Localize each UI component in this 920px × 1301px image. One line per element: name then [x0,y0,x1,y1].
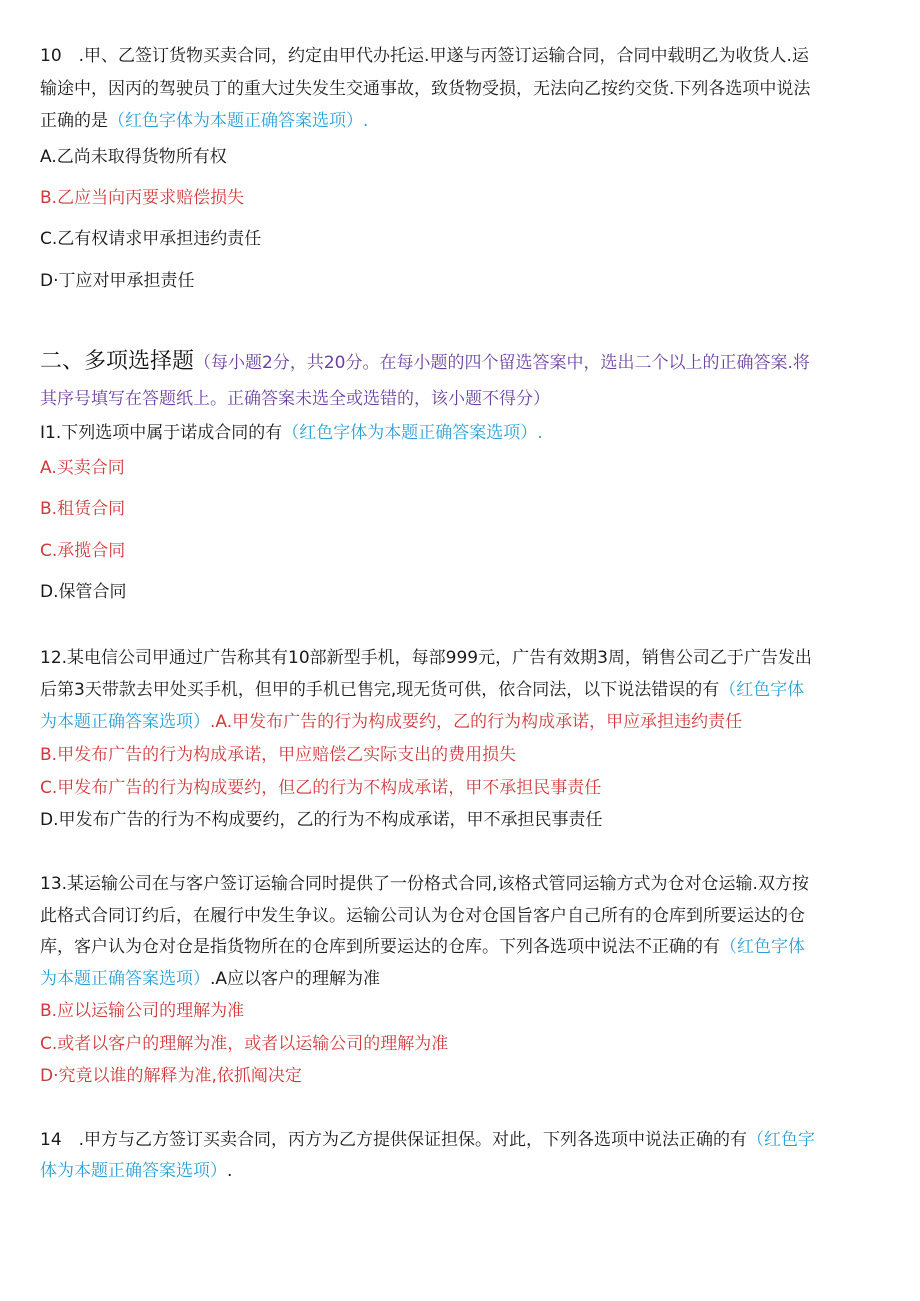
q10-stem-line-2: 输途中，因丙的驾驶员丁的重大过失发生交通事故，致货物受损，无法向乙按约交货.下列各选项中说法 [40,79,811,99]
q12-answer-hint-1: （红色字体 [719,680,805,700]
q10-stem-line-3 [40,109,368,133]
q11-stem [40,421,543,445]
q13-stem-line-1: 13.某运输公司在与客户签订运输合同时提供了一份格式合同,该格式管同运输方式为仓对仓运输.双方按 [40,874,809,894]
section2-note-line-1: （每小题2分，共20分。在每小题的四个留选答案中，选出二个以上的正确答案.将 [194,353,810,373]
q12-option-c: C.甲发布广告的行为构成要约，但乙的行为不构成承诺，甲不承担民事责任 [40,778,602,798]
q11-option-a: A.买卖合同 [40,458,125,478]
q10-answer-hint: （红色字体为本题正确答案选项）. [108,111,369,131]
q13-option-c: C.或者以客户的理解为准，或者以运输公司的理解为准 [40,1034,449,1054]
q14-stem-tail: . [227,1161,233,1181]
q14-stem-line-1 [40,1128,815,1152]
section2-title: 二、多项选择题 [40,349,195,374]
q12-stem-text: 后第3天带款去甲处买手机，但甲的手机已售完,现无货可供，依合同法，以下说法错误的有 [40,680,720,700]
q11-option-c: C.承揽合同 [40,541,126,561]
q13-answer-hint-2: 为本题正确答案选项） [40,969,210,989]
q14-answer-hint-2: 体为本题正确答案选项） [40,1161,227,1181]
q11-answer-hint: （红色字体为本题正确答案选项）. [282,423,543,443]
q11-option-b: B.租赁合同 [40,499,126,519]
q12-option-b: B.甲发布广告的行为构成承诺，甲应赔偿乙实际支出的费用损失 [40,745,517,765]
q10-option-b: B.乙应当向丙要求赔偿损失 [40,188,245,208]
q13-option-b: B.应以运输公司的理解为准 [40,1001,245,1021]
q13-option-d: D·究竟以谁的解释为准,依抓阄决定 [40,1066,302,1086]
q12-option-a: .A.甲发布广告的行为构成要约，乙的行为构成承诺，甲应承担违约责任 [210,712,743,732]
q10-stem-text: 正确的是 [40,111,108,131]
q13-stem-line-3 [40,935,805,959]
q10-option-d: D·丁应对甲承担责任 [40,271,195,291]
q12-stem-line-2 [40,678,804,702]
q14-answer-hint-1: （红色字 [747,1130,816,1150]
section2-note-line-2: 其序号填写在答题纸上。正确答案未选全或选错的，该小题不得分） [40,389,550,409]
q13-stem-line-4 [40,967,380,991]
q10-option-c: C.乙有权请求甲承担违约责任 [40,229,262,249]
q10-stem-line-1: 10 .甲、乙签订货物买卖合同，约定由甲代办托运.甲遂与丙签订运输合同，合同中载明乙为收货人.运 [40,46,809,66]
q12-option-d: D.甲发布广告的行为不构成要约，乙的行为不构成承诺，甲不承担民事责任 [40,810,603,830]
q13-stem-text: 库，客户认为仓对仓是指货物所在的仓库到所要运达的仓库。下列各选项中说法不正确的有 [40,937,720,957]
q12-stem-line-3 [40,710,742,734]
q13-option-a: .A应以客户的理解为准 [210,969,381,989]
q10-option-a: A.乙尚未取得货物所有权 [40,147,227,167]
q13-stem-line-2: 此格式合同订约后，在履行中发生争议。运输公司认为仓对仓国旨客户自己所有的仓库到所要运达的仓 [40,906,805,926]
q12-answer-hint-2: 为本题正确答案选项） [40,712,210,732]
q11-stem-text: I1.下列选项中属于诺成合同的有 [40,423,283,443]
q11-option-d: D.保管合同 [40,582,127,602]
q14-stem-text: 14 .甲方与乙方签订买卖合同，丙方为乙方提供保证担保。对此，下列各选项中说法正确的有 [40,1130,748,1150]
q12-stem-line-1: 12.某电信公司甲通过广告称其有10部新型手机，每部999元，广告有效期3周，销售公司乙于广告发出 [40,648,812,668]
q14-stem-line-2 [40,1159,232,1183]
q13-answer-hint-1: （红色字体 [720,937,805,957]
section2-heading [40,348,810,377]
